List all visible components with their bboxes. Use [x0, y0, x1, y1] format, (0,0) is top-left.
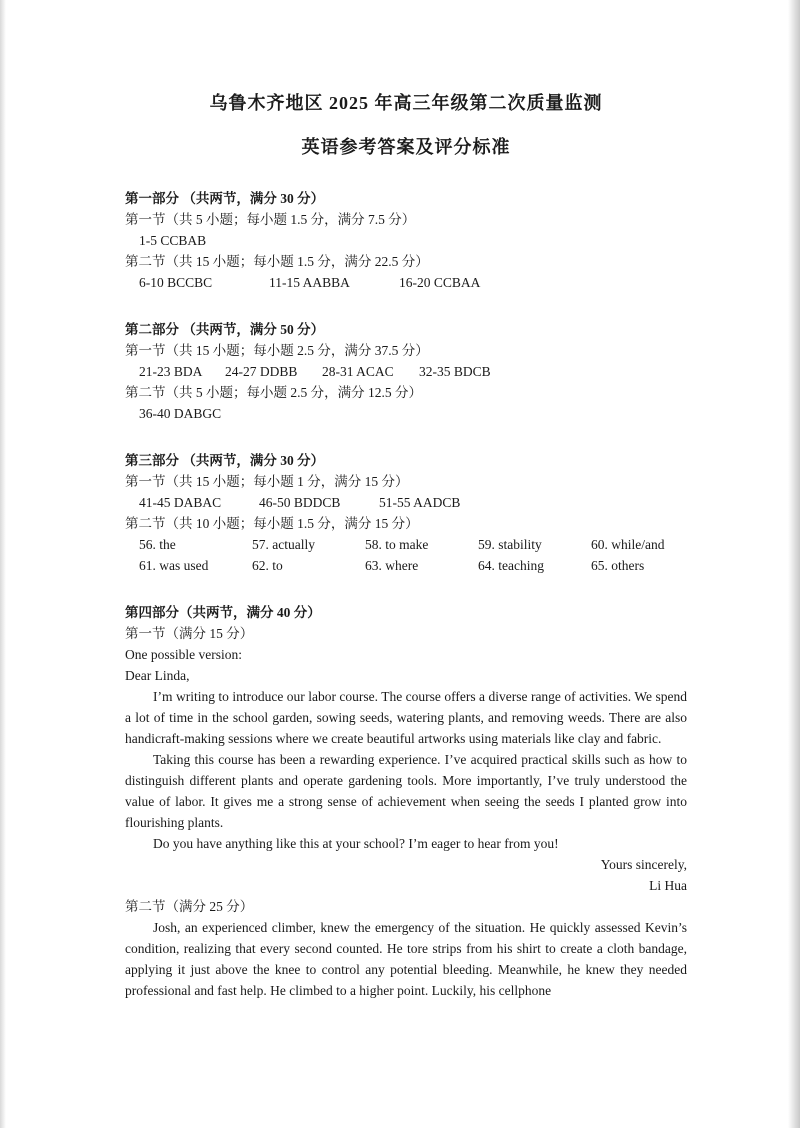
answer-group: 41-45 DABAC [139, 495, 222, 510]
part-3 [125, 450, 687, 576]
part-1 [125, 188, 687, 293]
answer-group: 11-15 AABBA [269, 275, 350, 290]
answer-group: 1-5 CCBAB [139, 233, 207, 248]
letter-greeting: Dear Linda, [125, 668, 190, 683]
part-2-section-2-heading: 第二节（共 5 小题；每小题 2.5 分，满分 12.5 分） [125, 385, 422, 400]
letter-closing: Yours sincerely, [600, 857, 687, 872]
answer-group: 36-40 DABGC [139, 406, 222, 421]
letter-signature: Li Hua [649, 878, 687, 893]
answer-item: 63. where [365, 558, 419, 573]
document-title: 乌鲁木齐地区 2025 年高三年级第二次质量监测 [209, 93, 603, 113]
page-right-edge [788, 0, 800, 1128]
part-1-section-1-heading: 第一节（共 5 小题；每小题 1.5 分，满分 7.5 分） [125, 212, 416, 227]
part-3-title: 第三部分 （共两节，满分 30 分） [125, 453, 325, 468]
letter-paragraph-3: Do you have anything like this at your school? I’m eager to hear from you! [153, 836, 559, 851]
part-2-section-1-answers [125, 361, 687, 382]
continuation-paragraph: Josh, an experienced climber, knew the emergency of the situation. He quickly assessed Kevin’s condition, realizing that every second counted. He tore strips from his shirt to create a cloth bandage, applying it just above the knee to control any potential bleeding. Meanwhile, he knew they needed professional and fast help. He climbed to a higher point. Luckily, his cellphone [125, 920, 687, 998]
answer-group: 46-50 BDDCB [259, 495, 341, 510]
answer-item: 58. to make [365, 537, 429, 552]
answer-item: 64. teaching [478, 558, 544, 573]
answer-item: 65. others [591, 558, 645, 573]
part-2-title: 第二部分 （共两节，满分 50 分） [125, 322, 325, 337]
answer-item: 61. was used [139, 558, 209, 573]
answer-item: 59. stability [478, 537, 542, 552]
part-4-title: 第四部分（共两节，满分 40 分） [125, 605, 321, 620]
answer-group: 28-31 ACAC [322, 364, 394, 379]
document-subtitle: 英语参考答案及评分标准 [301, 137, 511, 157]
part-3-section-2-heading: 第二节（共 10 小题；每小题 1.5 分，满分 15 分） [125, 516, 419, 531]
part-3-section-1-heading: 第一节（共 15 小题；每小题 1 分，满分 15 分） [125, 474, 409, 489]
answer-group: 24-27 DDBB [225, 364, 298, 379]
answer-group: 51-55 AADCB [379, 495, 461, 510]
answer-item: 60. while/and [591, 537, 665, 552]
part-2-section-1-heading: 第一节（共 15 小题；每小题 2.5 分，满分 37.5 分） [125, 343, 429, 358]
answer-item: 56. the [139, 537, 176, 552]
answer-group: 16-20 CCBAA [399, 275, 481, 290]
page-left-edge [0, 0, 6, 1128]
part-3-section-2-row-1 [125, 534, 687, 555]
part-3-section-2-row-2 [125, 555, 687, 576]
answer-item: 62. to [252, 558, 283, 573]
answer-group: 6-10 BCCBC [139, 275, 213, 290]
answer-group: 21-23 BDA [139, 364, 203, 379]
part-4 [125, 602, 687, 1001]
answer-item: 57. actually [252, 537, 315, 552]
answer-group: 32-35 BDCB [419, 364, 491, 379]
letter-paragraph-2: Taking this course has been a rewarding experience. I’ve acquired practical skills such as how to distinguish different plants and operate gardening tools. More importantly, I’ve truly understood the value of labor. It gives me a strong sense of achievement when seeing the seeds I planted grow into flourishing plants. [125, 752, 687, 830]
part-2-section-2-answers [125, 403, 687, 424]
possible-version-label: One possible version: [125, 647, 242, 662]
part-1-section-1-answers [125, 230, 687, 251]
part-1-section-2-heading: 第二节（共 15 小题；每小题 1.5 分，满分 22.5 分） [125, 254, 429, 269]
part-2 [125, 319, 687, 424]
part-1-title: 第一部分 （共两节，满分 30 分） [125, 191, 325, 206]
letter-paragraph-1: I’m writing to introduce our labor course. The course offers a diverse range of activities. We spend a lot of time in the school garden, sowing seeds, watering plants, and removing weeds. There are also handicraft-making sessions where we create beautiful artworks using materials like clay and fabric. [125, 689, 687, 746]
part-3-section-1-answers [125, 492, 687, 513]
part-1-section-2-answers [125, 272, 687, 293]
part-4-section-1-heading: 第一节（满分 15 分） [125, 626, 254, 641]
part-4-section-2-heading: 第二节（满分 25 分） [125, 899, 254, 914]
